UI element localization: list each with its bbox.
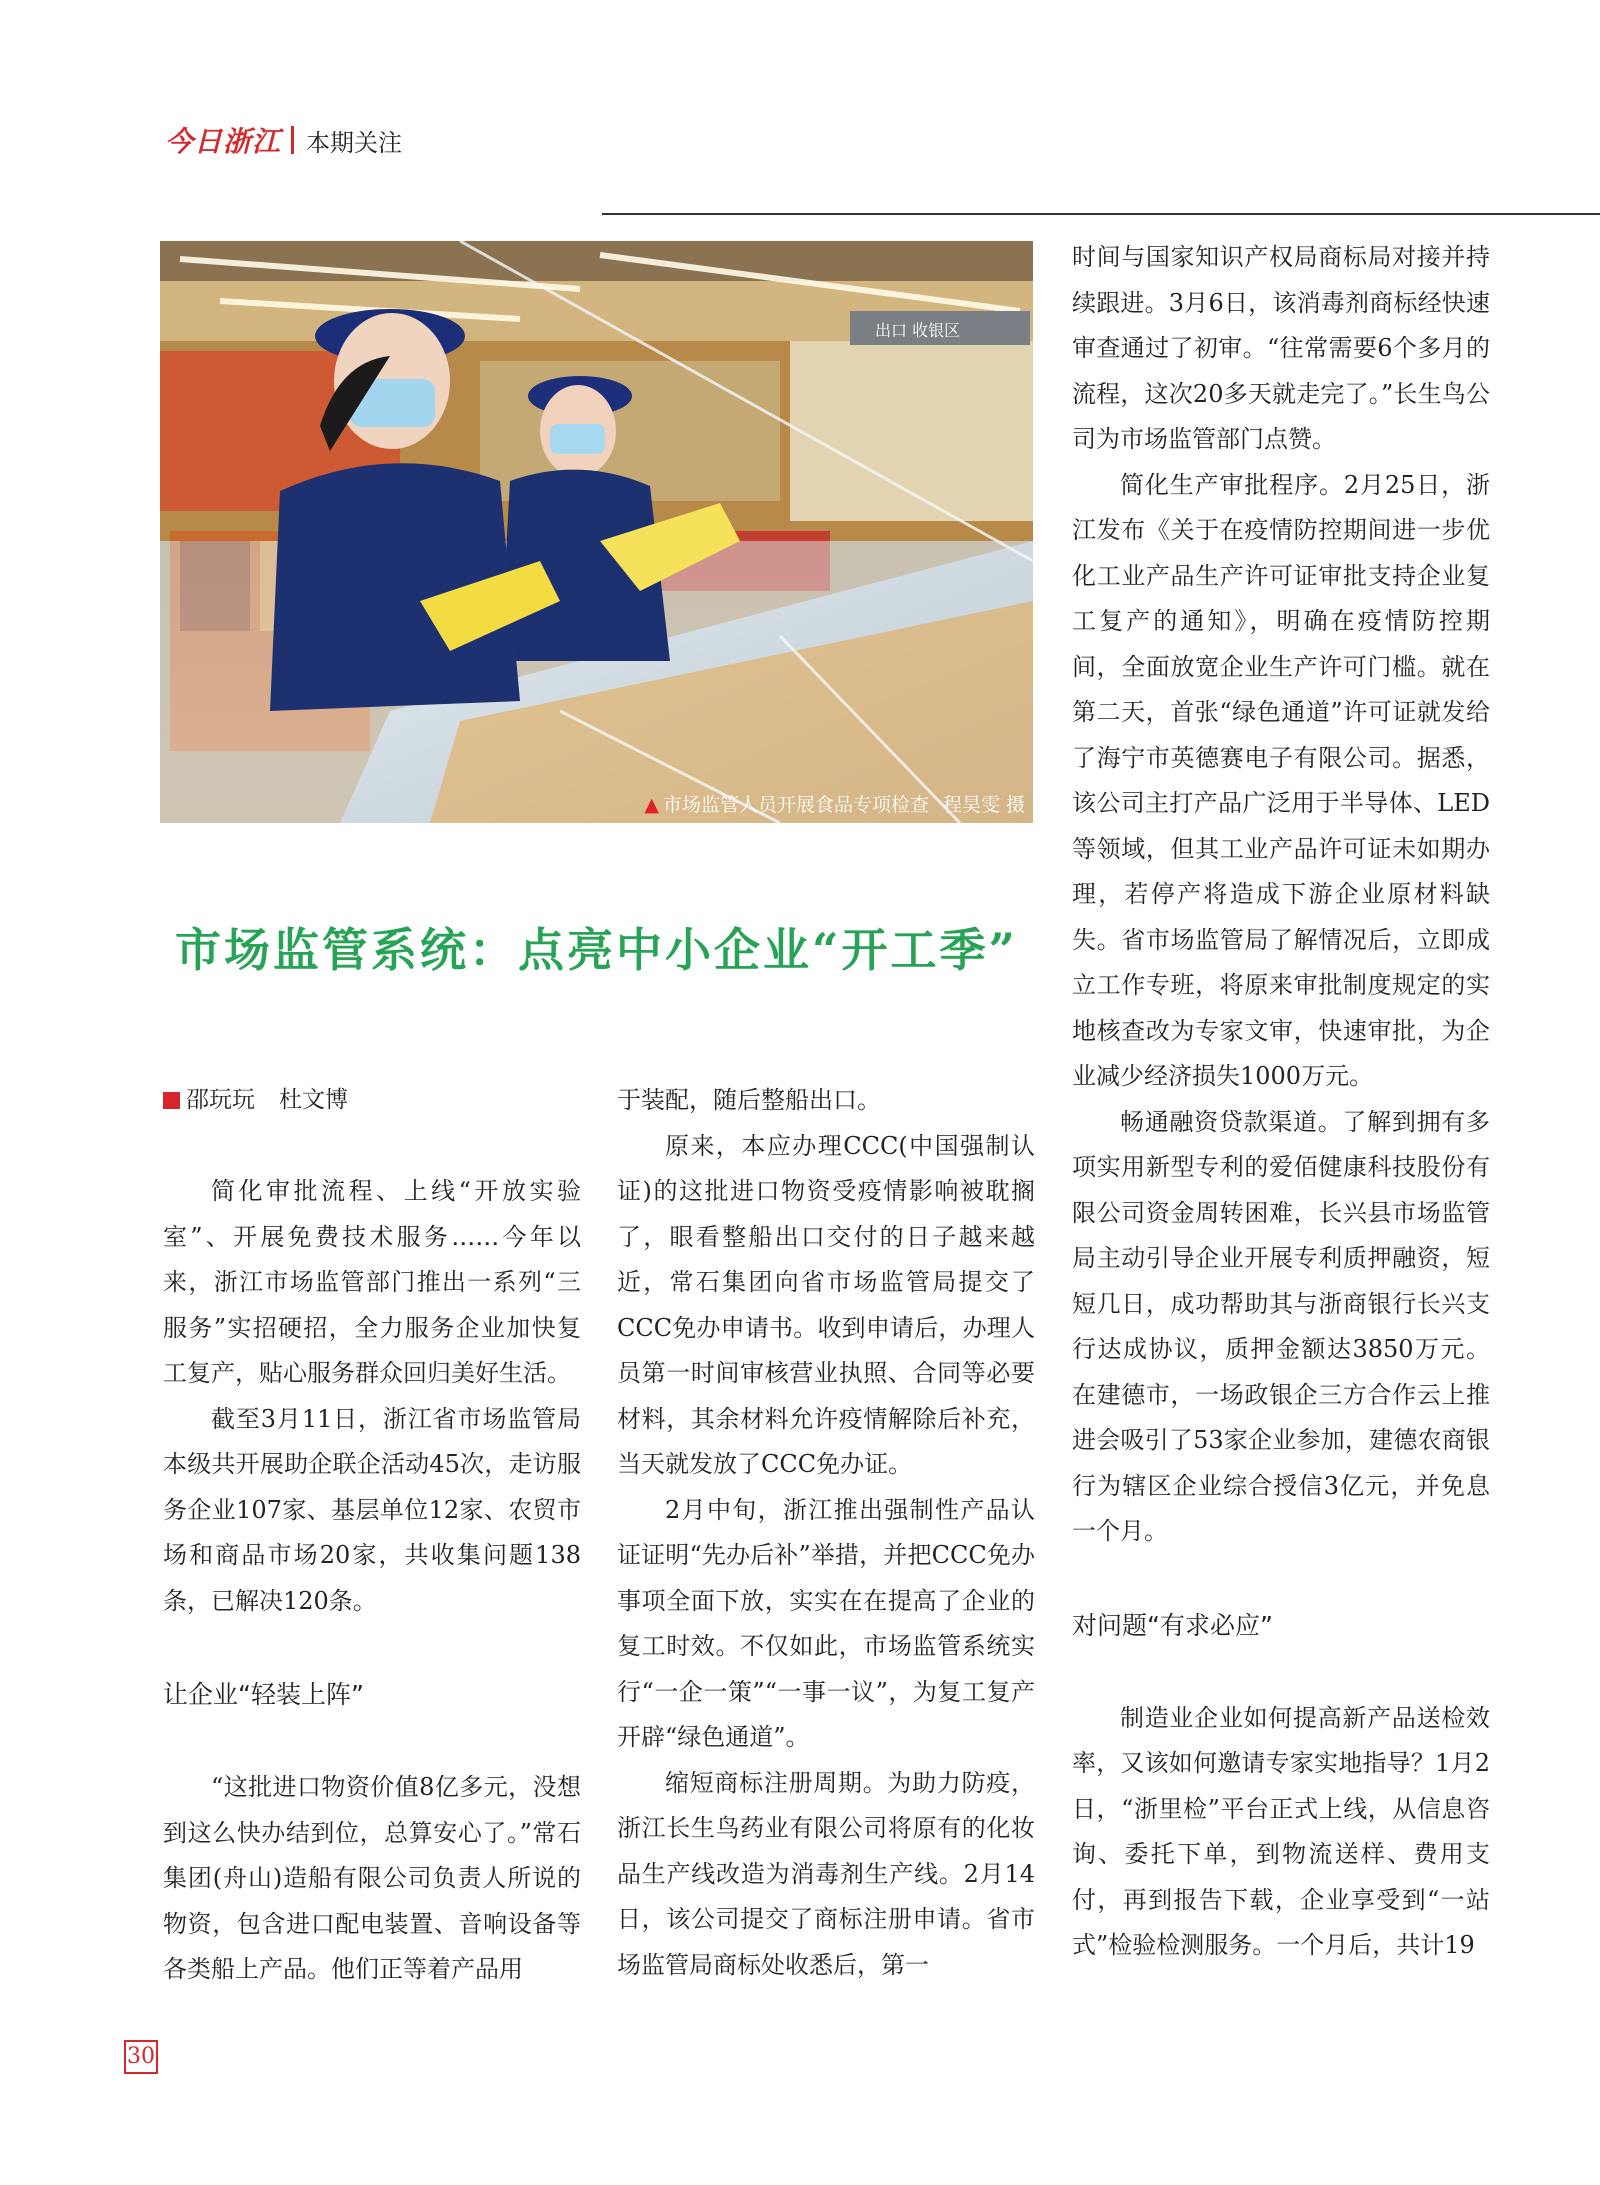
paragraph: 截至3月11日，浙江省市场监管局本级共开展助企联企活动45次，走访服务企业107家、基层单位12家、农贸市场和商品市场20家，共收集问题138条，已解决120条。 bbox=[163, 1404, 581, 1615]
article-title: 市场监管系统：点亮中小企业“开工季” bbox=[175, 923, 1018, 977]
subheading: 让企业“轻装上阵” bbox=[163, 1680, 364, 1709]
article-column-1 bbox=[163, 1078, 581, 1993]
masthead bbox=[165, 122, 402, 158]
paragraph: 缩短商标注册周期。为助力防疫，浙江长生鸟药业有限公司将原有的化妆品生产线改造为消毒剂生产线。2月14日，该公司提交了商标注册申请。省市场监管局商标处收悉后，第一 bbox=[617, 1768, 1035, 1979]
photo-caption bbox=[644, 790, 1025, 817]
author-2: 杜文博 bbox=[279, 1086, 348, 1113]
caption-marker-icon: ▲ bbox=[644, 794, 659, 816]
header-rule bbox=[602, 213, 1600, 215]
article-photo bbox=[160, 241, 1033, 823]
article-column-2 bbox=[617, 1078, 1035, 1988]
caption-text: 市场监管人员开展食品专项检查 bbox=[662, 794, 929, 816]
paragraph: 畅通融资贷款渠道。了解到拥有多项实用新型专利的爱佰健康科技股份有限公司资金周转困难，长兴县市场监管局主动引导企业开展专利质押融资，短短几日，成功帮助其与浙商银行长兴支行达成协议，质押金额达3850万元。在建德市，一场政银企三方合作云上推进会吸引了53家企业参加，建德农商银行为辖区企业综合授信3亿元，并免息一个月。 bbox=[1072, 1107, 1490, 1545]
section-label: 本期关注 bbox=[306, 128, 403, 157]
paragraph: 制造业企业如何提高新产品送检效率，又该如何邀请专家实地指导？1月2日，“浙里检”平台正式上线，从信息咨询、委托下单，到物流送样、费用支付，再到报告下载，企业享受到“一站式”检验检测服务。一个月后，共计19 bbox=[1072, 1703, 1490, 1959]
store-sign-text: 出口 收银区 bbox=[875, 321, 961, 340]
author-1: 邵玩玩 bbox=[186, 1086, 255, 1113]
page-number: 30 bbox=[124, 2040, 158, 2074]
paragraph: 简化审批流程、上线“开放实验室”、开展免费技术服务……今年以来，浙江市场监管部门推出一系列“三服务”实招硬招，全力服务企业加快复工复产，贴心服务群众回归美好生活。 bbox=[163, 1177, 581, 1387]
paragraph: 时间与国家知识产权局商标局对接并持续跟进。3月6日，该消毒剂商标经快速审查通过了初审。“往常需要6个多月的流程，这次20多天就走完了。”长生鸟公司为市场监管部门点赞。 bbox=[1072, 243, 1490, 453]
paragraph: 2月中旬，浙江推出强制性产品认证证明“先办后补”举措，并把CCC免办事项全面下放，实实在在提高了企业的复工时效。不仅如此，市场监管系统实行“一企一策”“一事一议”，为复工复产开辟“绿色通道”。 bbox=[617, 1495, 1035, 1751]
photo-credit: 程昊雯 摄 bbox=[942, 794, 1025, 816]
byline bbox=[163, 1078, 581, 1123]
paragraph: 于装配，随后整船出口。 bbox=[617, 1086, 881, 1114]
paragraph: “这批进口物资价值8亿多元，没想到这么快办结到位，总算安心了。”常石集团(舟山)造船有限公司负责人所说的物资，包含进口配电装置、音响设备等各类船上产品。他们正等着产品用 bbox=[163, 1773, 581, 1983]
paragraph: 原来，本应办理CCC(中国强制认证)的这批进口物资受疫情影响被耽搁了，眼看整船出口交付的日子越来越近，常石集团向省市场监管局提交了CCC免办申请书。收到申请后，办理人员第一时间审核营业执照、合同等必要材料，其余材料允许疫情解除后补充，当天就发放了CCC免办证。 bbox=[617, 1131, 1035, 1478]
paragraph: 简化生产审批程序。2月25日，浙江发布《关于在疫情防控期间进一步优化工业产品生产许可证审批支持企业复工复产的通知》，明确在疫情防控期间，全面放宽企业生产许可门槛。就在第二天，首张“绿色通道”许可证就发给了海宁市英德赛电子有限公司。据悉，该公司主打产品广泛用于半导体、LED等领域，但其工业产品许可证未如期办理，若停产将造成下游企业原材料缺失。省市场监管局了解情况后，立即成立工作专班，将原来审批制度规定的实地核查改为专家文审，快速审批，为企业减少经济损失1000万元。 bbox=[1072, 470, 1490, 1090]
byline-square-icon bbox=[163, 1092, 180, 1109]
masthead-divider bbox=[291, 126, 294, 154]
subheading: 对问题“有求必应” bbox=[1072, 1610, 1273, 1640]
article-column-3 bbox=[1072, 235, 1490, 1969]
magazine-logo: 今日浙江 bbox=[165, 125, 282, 158]
supermarket-photo-illustration bbox=[160, 241, 1033, 823]
